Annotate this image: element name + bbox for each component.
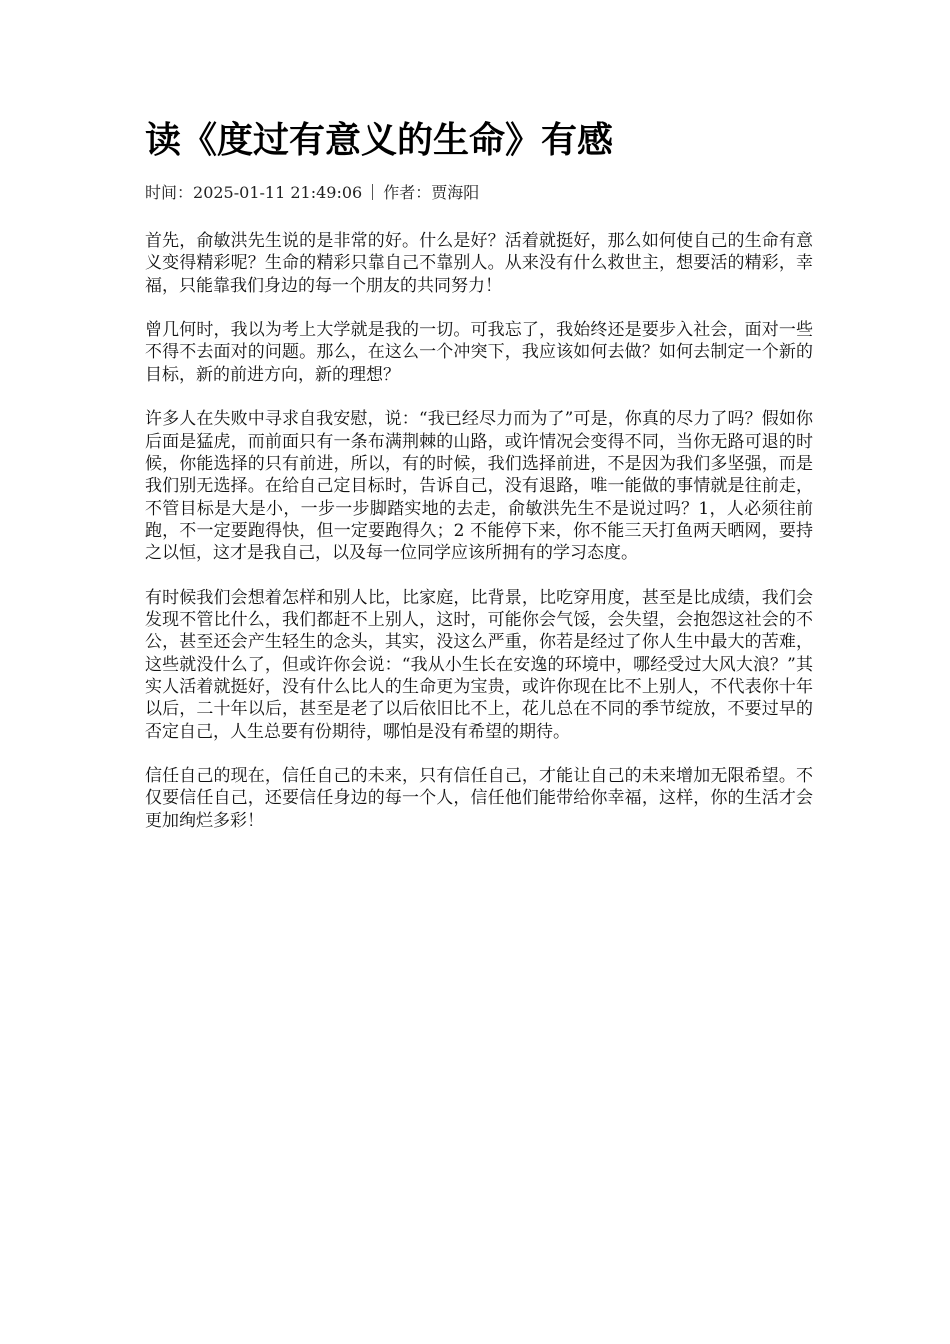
- author-name: 贾海阳: [431, 183, 480, 202]
- time-label: 时间：: [145, 183, 194, 202]
- article-meta: [145, 182, 813, 204]
- paragraph: 许多人在失败中寻求自我安慰，说：“我已经尽力而为了”可是，你真的尽力了吗？假如你后面是猛虎，而前面只有一条布满荆棘的山路，或许情况会变得不同，当你无路可退的时候，你能选择的只有前进，所以，有的时候，我们选择前进，不是因为我们多坚强，而是我们别无选择。在给自己定目标时，告诉自己，没有退路，唯一能做的事情就是往前走，不管目标是大是小，一步一步脚踏实地的去走，俞敏洪先生不是说过吗？1，人必须往前跑，不一定要跑得快，但一定要跑得久；2 不能停下来，你不能三天打鱼两天晒网，要持之以恒，这才是我自己，以及每一位同学应该所拥有的学习态度。: [145, 409, 813, 564]
- author-label: 作者：: [383, 183, 432, 202]
- paragraph: 首先，俞敏洪先生说的是非常的好。什么是好？活着就挺好，那么如何使自己的生命有意义变得精彩呢？生命的精彩只靠自己不靠别人。从来没有什么救世主，想要活的精彩，幸福，只能靠我们身边的每一个朋友的共同努力！: [145, 231, 813, 296]
- paragraph: 信任自己的现在，信任自己的未来，只有信任自己，才能让自己的未来增加无限希望。不仅要信任自己，还要信任身边的每一个人，信任他们能带给你幸福，这样，你的生活才会更加绚烂多彩！: [145, 766, 813, 831]
- article-title: 读《度过有意义的生命》有感: [145, 119, 614, 161]
- paragraph: 曾几何时，我以为考上大学就是我的一切。可我忘了，我始终还是要步入社会，面对一些不得不去面对的问题。那么，在这么一个冲突下，我应该如何去做？如何去制定一个新的目标，新的前进方向，新的理想？: [145, 320, 813, 385]
- article: [145, 112, 813, 854]
- meta-divider: [372, 184, 373, 200]
- publish-time: 2025-01-11 21:49:06: [193, 183, 363, 202]
- article-body: [145, 230, 813, 832]
- paragraph: 有时候我们会想着怎样和别人比，比家庭，比背景，比吃穿用度，甚至是比成绩，我们会发现不管比什么，我们都赶不上别人，这时，可能你会气馁，会失望，会抱怨这社会的不公，甚至还会产生轻生的念头，其实，没这么严重，你若是经过了你人生中最大的苦难，这些就没什么了，但或许你会说：“我从小生长在安逸的环境中，哪经受过大风大浪？”其实人活着就挺好，没有什么比人的生命更为宝贵，或许你现在比不上别人，不代表你十年以后，二十年以后，甚至是老了以后依旧比不上，花儿总在不同的季节绽放，不要过早的否定自己，人生总要有份期待，哪怕是没有希望的期待。: [145, 587, 813, 742]
